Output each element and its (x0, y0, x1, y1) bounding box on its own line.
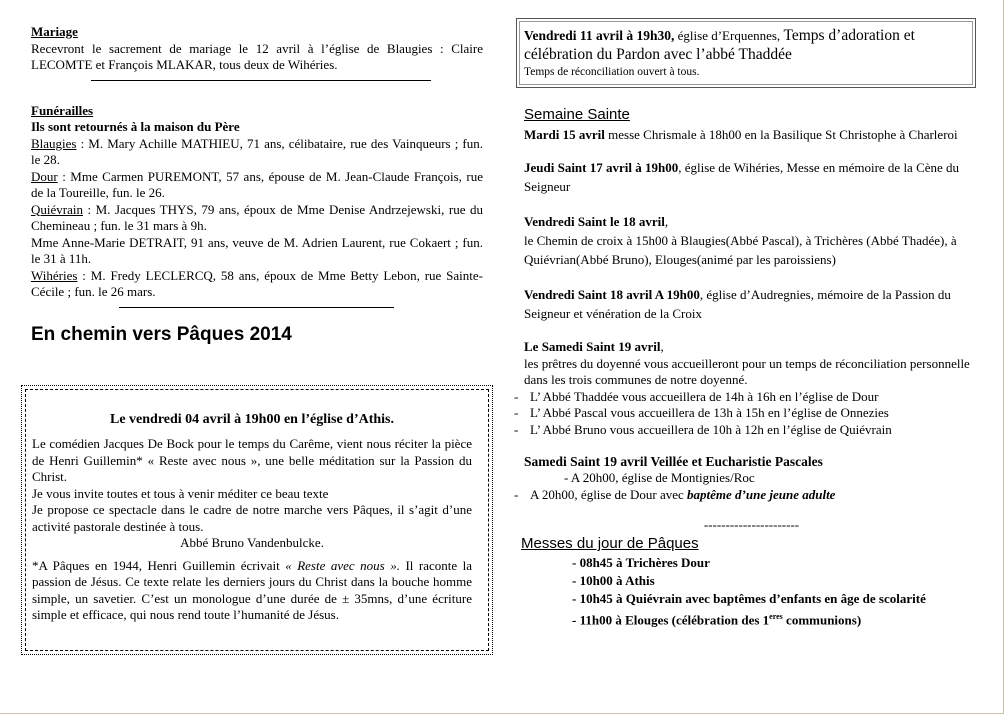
footnote-title: « Reste avec nous ». (285, 557, 400, 573)
funeral-entry (31, 136, 483, 169)
list-item-text: L’ Abbé Thaddée vous accueillera de 14h à 16h en l’église de Dour (530, 388, 879, 404)
footnote-text: Il raconte la passion de Jésus. Ce texte relate les derniers jours du Christ dans la bouche homme simple, un savetier. C’est un monologue d’une durée de ± 35mns, d’une écriture simple et efficace, qui nous rend toute l’humanité de Jésus. (32, 557, 473, 622)
vendredi-box (519, 21, 973, 85)
messe-text: communions) (782, 612, 862, 628)
divider (119, 307, 394, 308)
messe-item: - 08h45 à Trichères Dour (572, 555, 710, 570)
vendredi-saint-heading (524, 212, 979, 231)
funeral-entry (31, 202, 483, 235)
event-box-title: Le vendredi 04 avril à 19h00 en l’église d’Athis. (109, 412, 395, 427)
mariage-heading: Mariage (31, 24, 78, 39)
event-signature: Abbé Bruno Vandenbulcke. (180, 535, 324, 550)
veillee-title: Samedi Saint 19 avril Veillée et Eucharistie Pascales (524, 454, 823, 469)
mardi-entry (524, 125, 979, 144)
list-item-text: L’ Abbé Pascal vous accueillera de 13h à 15h en l’église de Onnezies (530, 405, 889, 420)
funerailles-heading: Funérailles (31, 102, 94, 118)
semaine-title: Semaine Sainte (524, 106, 630, 123)
footnote-text: *A Pâques en 1944, Henri Guillemin écrivait (32, 557, 286, 573)
place-name: Blaugies (31, 135, 77, 151)
veillee-bapteme: baptême d’une jeune adulte (687, 486, 836, 502)
messe-item: - 10h00 à Athis (572, 573, 655, 588)
samedi-heading (524, 339, 979, 356)
vendredi-note: Temps de réconciliation ouvert à tous. (524, 66, 700, 78)
messe-text: - 11h00 à Elouges (célébration des 1 (572, 612, 770, 628)
funerailles-subheading: Ils sont retournés à la maison du Père (31, 119, 240, 134)
messe-item: - 10h45 à Quiévrain avec baptêmes d’enfants en âge de scolarité (572, 591, 926, 606)
place-name: Dour (31, 168, 58, 184)
samedi-comma: , (660, 339, 664, 354)
samedi-text: les prêtres du doyenné vous accueilleront pour un temps de réconciliation personnelle dans les trois communes de notre doyenné. (524, 355, 970, 387)
chemin-title: En chemin vers Pâques 2014 (31, 323, 292, 345)
vend1-comma: , (664, 214, 669, 229)
funeral-entry (31, 268, 483, 301)
left-column (31, 24, 483, 346)
vendredi-place: église d’Erquennes, (674, 28, 784, 43)
entry-text: Mme Anne-Marie DETRAIT, 91 ans, veuve de M. Adrien Laurent, rue Cokaert ; fun. le 31 à 11h. (31, 234, 483, 266)
event-footnote (32, 558, 472, 624)
vend1-date: Vendredi Saint le 18 avril (524, 214, 665, 229)
vend2-date: Vendredi Saint 18 avril A 19h00 (524, 287, 700, 302)
samedi-date: Le Samedi Saint 19 avril (524, 339, 661, 354)
jeudi-entry (524, 158, 979, 196)
vendredi-soir-entry (524, 285, 979, 323)
veillee-item-1: - A 20h00, église de Montignies/Roc (564, 470, 755, 485)
vendredi-event: Temps d’adoration et célébration du Pardon avec l’abbé Thaddée (524, 27, 915, 63)
right-column (514, 106, 979, 629)
divider (91, 80, 431, 81)
veillee-item-2: - A 20h00, église de Dour avec baptême d’une jeune adulte (514, 486, 836, 502)
list-item: - L’ Abbé Bruno vous accueillera de 10h à 12h en l’église de Quiévrain (514, 421, 892, 437)
funeral-entry (31, 235, 483, 268)
entry-text: : Mme Carmen PUREMONT, 57 ans, épouse de M. Jean-Claude François, rue de la Toureille, fun. le 26. (31, 168, 483, 200)
vendredi-date: Vendredi 11 avril à 19h30, (524, 28, 675, 43)
list-item-text: L’ Abbé Bruno vous accueillera de 10h à 12h en l’église de Quiévrain (530, 421, 892, 437)
mardi-text: messe Chrismale à 18h00 en la Basilique St Christophe à Charleroi (604, 127, 958, 142)
vend2-text: , église d’Audregnies, mémoire de la Passion du Seigneur et vénération de la Croix (524, 287, 951, 321)
separator: ---------------------- (703, 517, 800, 532)
event-context: Je propose ce spectacle dans le cadre de notre marche vers Pâques, il s’agit d’une activité pastorale destinée à tous. (32, 502, 472, 534)
veillee-text: A 20h00, église de Dour avec (530, 486, 688, 502)
messe-superscript: eres (769, 612, 783, 621)
entry-text: : M. Fredy LECLERCQ, 58 ans, époux de Mme Betty Lebon, rue Sainte-Cécile ; fun. le 26 mars. (31, 267, 483, 299)
entry-text: : M. Jacques THYS, 79 ans, époux de Mme Denise Andrzejewski, rue du Chemineau ; fun. le 31 mars à 9h. (31, 201, 483, 233)
entry-text: : M. Mary Achille MATHIEU, 71 ans, célibataire, rue des Vainqueurs ; fun. le 28. (31, 135, 483, 167)
vendredi-saint-text: le Chemin de croix à 15h00 à Blaugies(Abbé Pascal), à Trichères (Abbé Thadée), à Quiévrian(Abbé Bruno), Elouges(animé par les paroissiens) (524, 233, 957, 267)
event-description: Le comédien Jacques De Bock pour le temps du Carême, vient nous réciter la pièce de Henri Guillemin* « Reste avec nous », une belle méditation sur la Passion du Christ. (32, 436, 472, 484)
list-item: - L’ Abbé Pascal vous accueillera de 13h à 15h en l’église de Onnezies (514, 405, 889, 420)
list-item: - L’ Abbé Thaddée vous accueillera de 14h à 16h en l’église de Dour (514, 388, 879, 404)
event-box (25, 389, 489, 651)
jeudi-text: , église de Wihéries, Messe en mémoire de la Cène du Seigneur (524, 160, 960, 194)
messes-title: Messes du jour de Pâques (521, 535, 699, 552)
messes-list (524, 554, 979, 629)
jeudi-date: Jeudi Saint 17 avril à 19h00 (524, 160, 679, 175)
mariage-text: Recevront le sacrement de mariage le 12 avril à l’église de Blaugies : Claire LECOMTE et François MLAKAR, tous deux de Wihéries. (31, 40, 483, 72)
confession-list (514, 389, 979, 439)
mardi-date: Mardi 15 avril (524, 127, 605, 142)
place-name: Wihéries (31, 267, 78, 283)
messe-item (572, 608, 979, 629)
event-invitation: Je vous invite toutes et tous à venir méditer ce beau texte (32, 485, 329, 501)
place-name: Quiévrain (31, 201, 83, 217)
funeral-entry (31, 169, 483, 202)
